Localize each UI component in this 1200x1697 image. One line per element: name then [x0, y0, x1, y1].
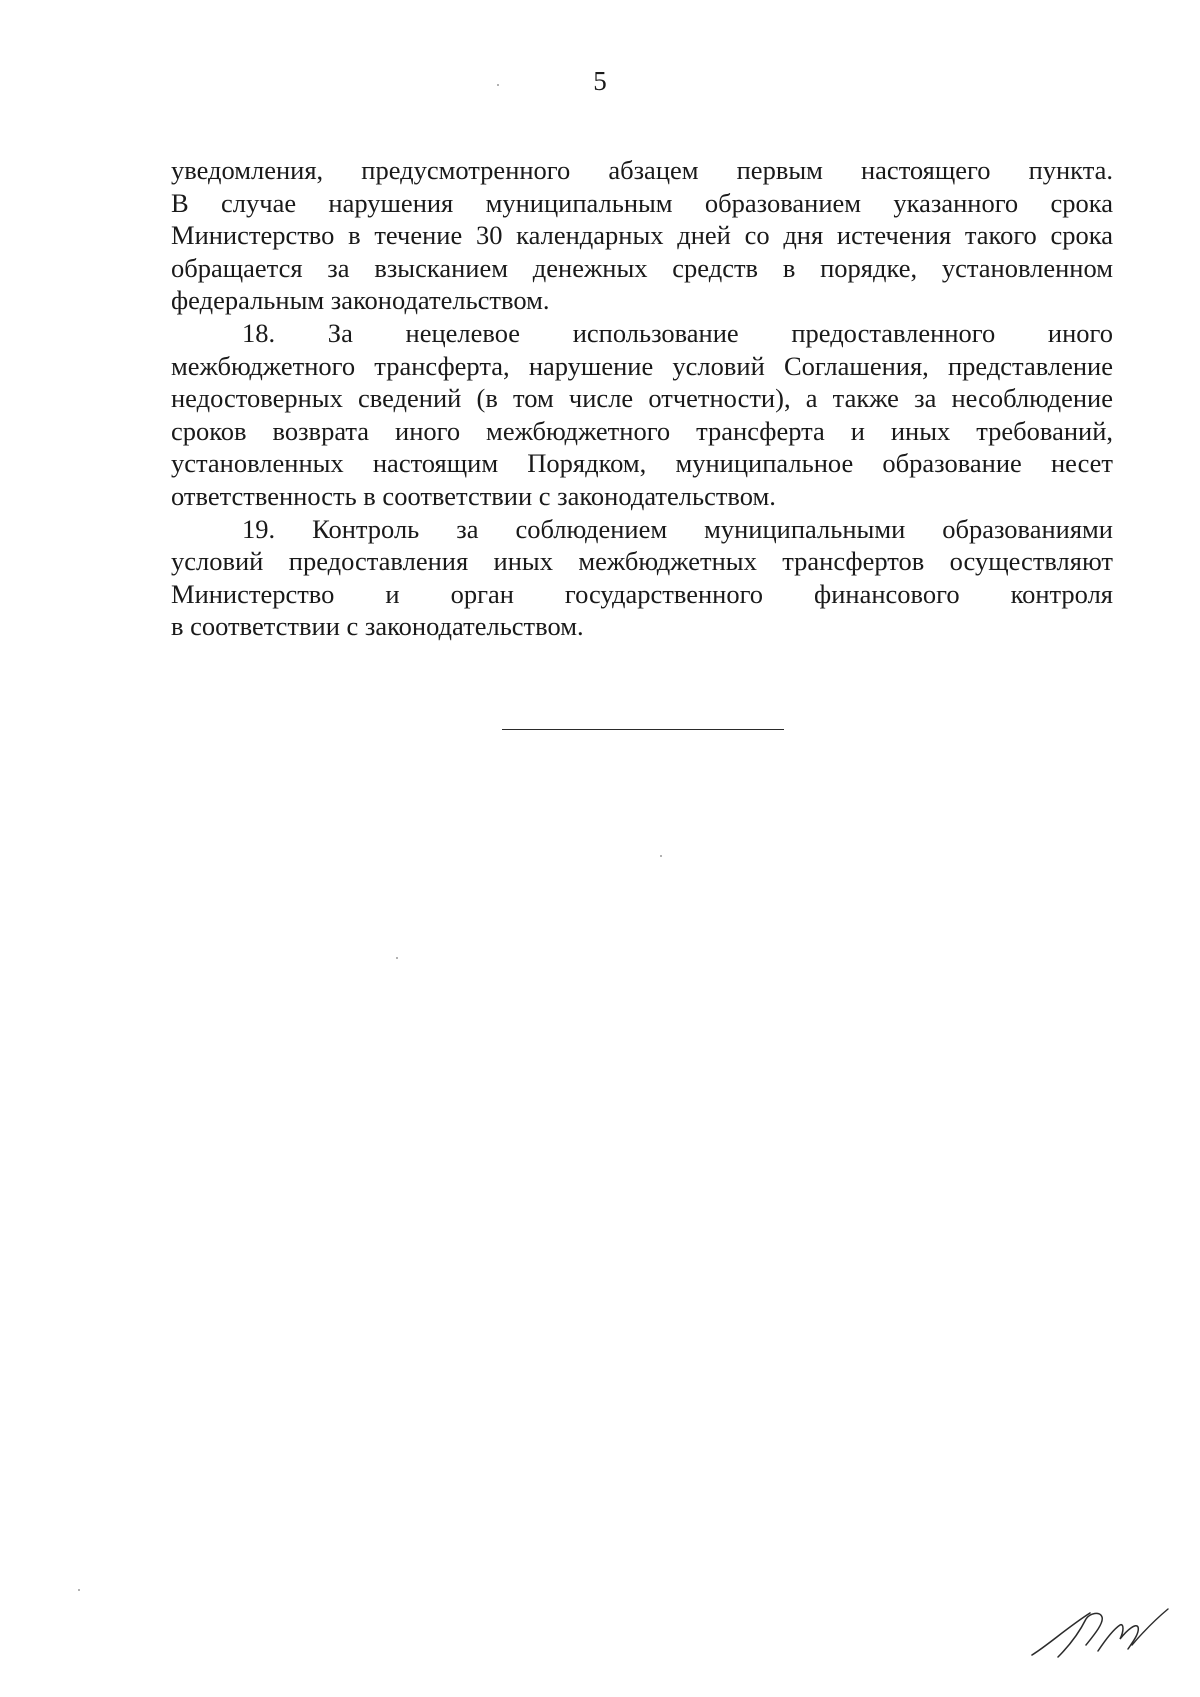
text-line: ответственность в соответствии с законодательством. — [171, 480, 776, 511]
text-line: федеральным законодательством. — [171, 285, 550, 316]
scan-speck — [660, 855, 662, 857]
paragraph-item-19 — [171, 513, 1113, 643]
scan-speck — [497, 84, 499, 86]
text-line: Министерство в течение 30 календарных дней со дня истечения такого срока — [171, 220, 1113, 251]
text-line: уведомления, предусмотренного абзацем первым настоящего пункта. — [171, 155, 1113, 185]
page-number: 5 — [593, 66, 607, 96]
scan-speck — [78, 1589, 80, 1591]
end-of-text-rule — [502, 729, 784, 730]
paragraph-continuation — [171, 154, 1113, 317]
text-line: 19. Контроль за соблюдением муниципальными образованиями — [242, 513, 1113, 544]
scan-speck — [396, 957, 398, 959]
paragraph-item-18 — [171, 317, 1113, 513]
initials-signature — [1028, 1605, 1173, 1660]
text-line: Министерство и орган государственного финансового контроля — [171, 578, 1113, 609]
text-line: В случае нарушения муниципальным образованием указанного срока — [171, 187, 1113, 218]
document-body — [171, 154, 1113, 643]
text-line: условий предоставления иных межбюджетных трансфертов осуществляют — [171, 546, 1113, 577]
text-line: недостоверных сведений (в том числе отчетности), а также за несоблюдение — [171, 383, 1113, 414]
text-line: установленных настоящим Порядком, муниципальное образование несет — [171, 448, 1113, 479]
text-line: обращается за взысканием денежных средств в порядке, установленном — [171, 252, 1113, 283]
text-line: межбюджетного трансферта, нарушение условий Соглашения, представление — [171, 350, 1113, 381]
text-line: в соответствии с законодательством. — [171, 611, 584, 642]
text-line: сроков возврата иного межбюджетного трансферта и иных требований, — [171, 415, 1113, 446]
text-line: 18. За нецелевое использование предоставленного иного — [242, 317, 1113, 348]
